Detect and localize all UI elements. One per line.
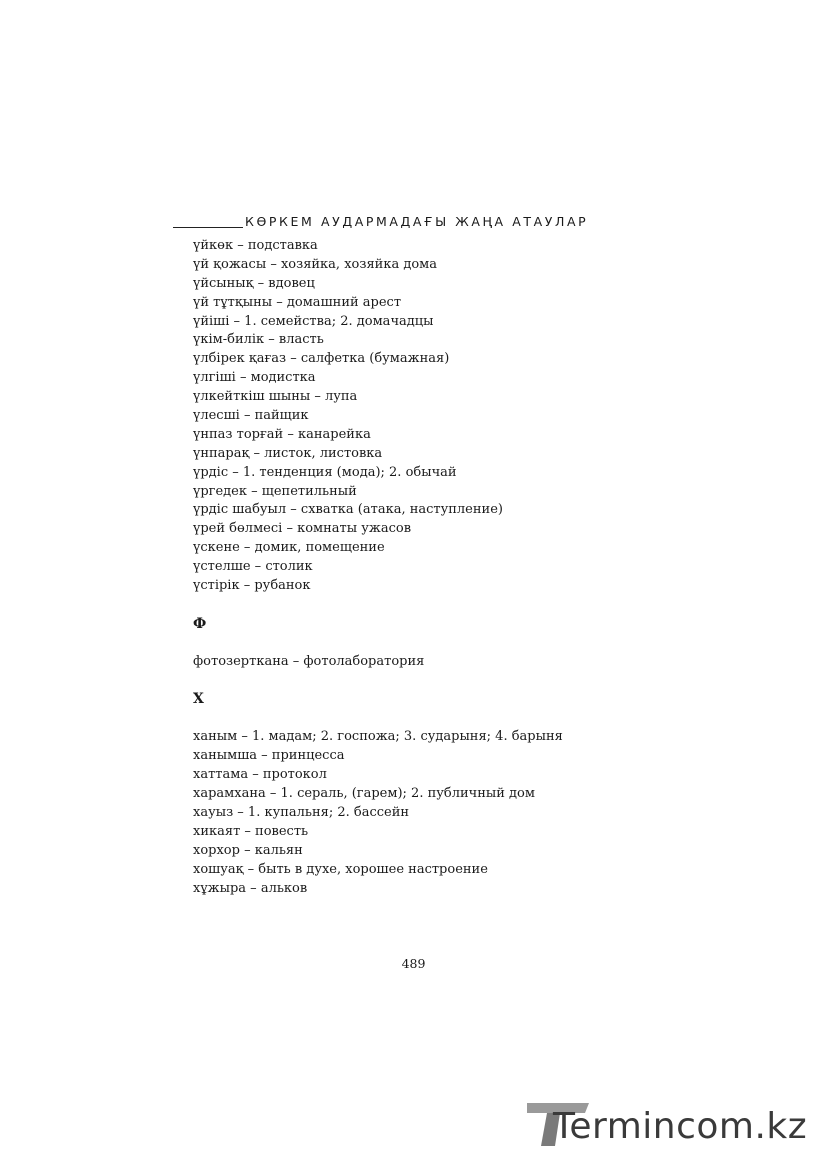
dictionary-entry: хорхор – кальян: [193, 842, 303, 858]
dictionary-entry: хикаят – повесть: [193, 823, 309, 839]
dictionary-entry: үйсынық – вдовец: [193, 275, 315, 291]
dictionary-entry: хошуақ – быть в духе, хорошее настроение: [193, 861, 488, 877]
section-spacer: [193, 709, 793, 728]
dictionary-content: [193, 237, 793, 898]
section-letter: Ф: [193, 615, 207, 632]
dictionary-entry: үй тұтқыны – домашний арест: [193, 294, 402, 310]
dictionary-entry: хұжыра – альков: [193, 880, 308, 896]
dictionary-entry: харамхана – 1. сераль, (гарем); 2. публичный дом: [193, 786, 535, 802]
dictionary-entry: үйіші – 1. семейства; 2. домачадцы: [193, 313, 434, 329]
dictionary-entry: үлбірек қағаз – салфетка (бумажная): [193, 351, 450, 367]
dictionary-entry: үрдіс – 1. тенденция (мода); 2. обычай: [193, 464, 457, 480]
termincom-logo: [527, 1100, 817, 1150]
dictionary-entry: ханымша – принцесса: [193, 748, 345, 764]
page-number: 489: [401, 956, 426, 971]
logo-text: Termincom.kz: [553, 1106, 808, 1147]
dictionary-entry: үстірік – рубанок: [193, 578, 311, 594]
dictionary-entry: үлесші – пайщик: [193, 408, 309, 424]
section-spacer: [193, 596, 793, 615]
dictionary-entry: ханым – 1. мадам; 2. госпожа; 3. сударыня; 4. барыня: [193, 729, 563, 745]
dictionary-entry: үргедек – щепетильный: [193, 483, 357, 499]
dictionary-entry: хаттама – протокол: [193, 767, 327, 783]
dictionary-entry: үрдіс шабуыл – схватка (атака, наступление): [193, 502, 503, 518]
dictionary-entry: фотозерткана – фотолаборатория: [193, 653, 425, 669]
dictionary-entry: үнпаз торғай – канарейка: [193, 426, 371, 442]
running-header: [173, 212, 588, 232]
dictionary-entry: үкім-билік – власть: [193, 332, 324, 348]
dictionary-entry: үй қожасы – хозяйка, хозяйка дома: [193, 256, 438, 272]
dictionary-entry: үрей бөлмесі – комнаты ужасов: [193, 521, 412, 537]
section-spacer: [193, 672, 793, 691]
section-letter: Х: [193, 691, 204, 708]
dictionary-entry: үлгіші – модистка: [193, 370, 316, 386]
dictionary-entry: үнпарақ – листок, листовка: [193, 445, 383, 461]
dictionary-entry: үстелше – столик: [193, 559, 313, 575]
header-title: КӨРКЕМ АУДАРМАДАҒЫ ЖАҢА АТАУЛАР: [245, 214, 589, 229]
dictionary-entry: үйкөк – подставка: [193, 238, 318, 253]
section-spacer: [193, 634, 793, 653]
header-rule: [173, 227, 243, 228]
dictionary-entry: үлкейткіш шыны – лупа: [193, 389, 358, 405]
dictionary-entry: хауыз – 1. купальня; 2. бассейн: [193, 804, 410, 820]
dictionary-entry: үскене – домик, помещение: [193, 540, 385, 556]
